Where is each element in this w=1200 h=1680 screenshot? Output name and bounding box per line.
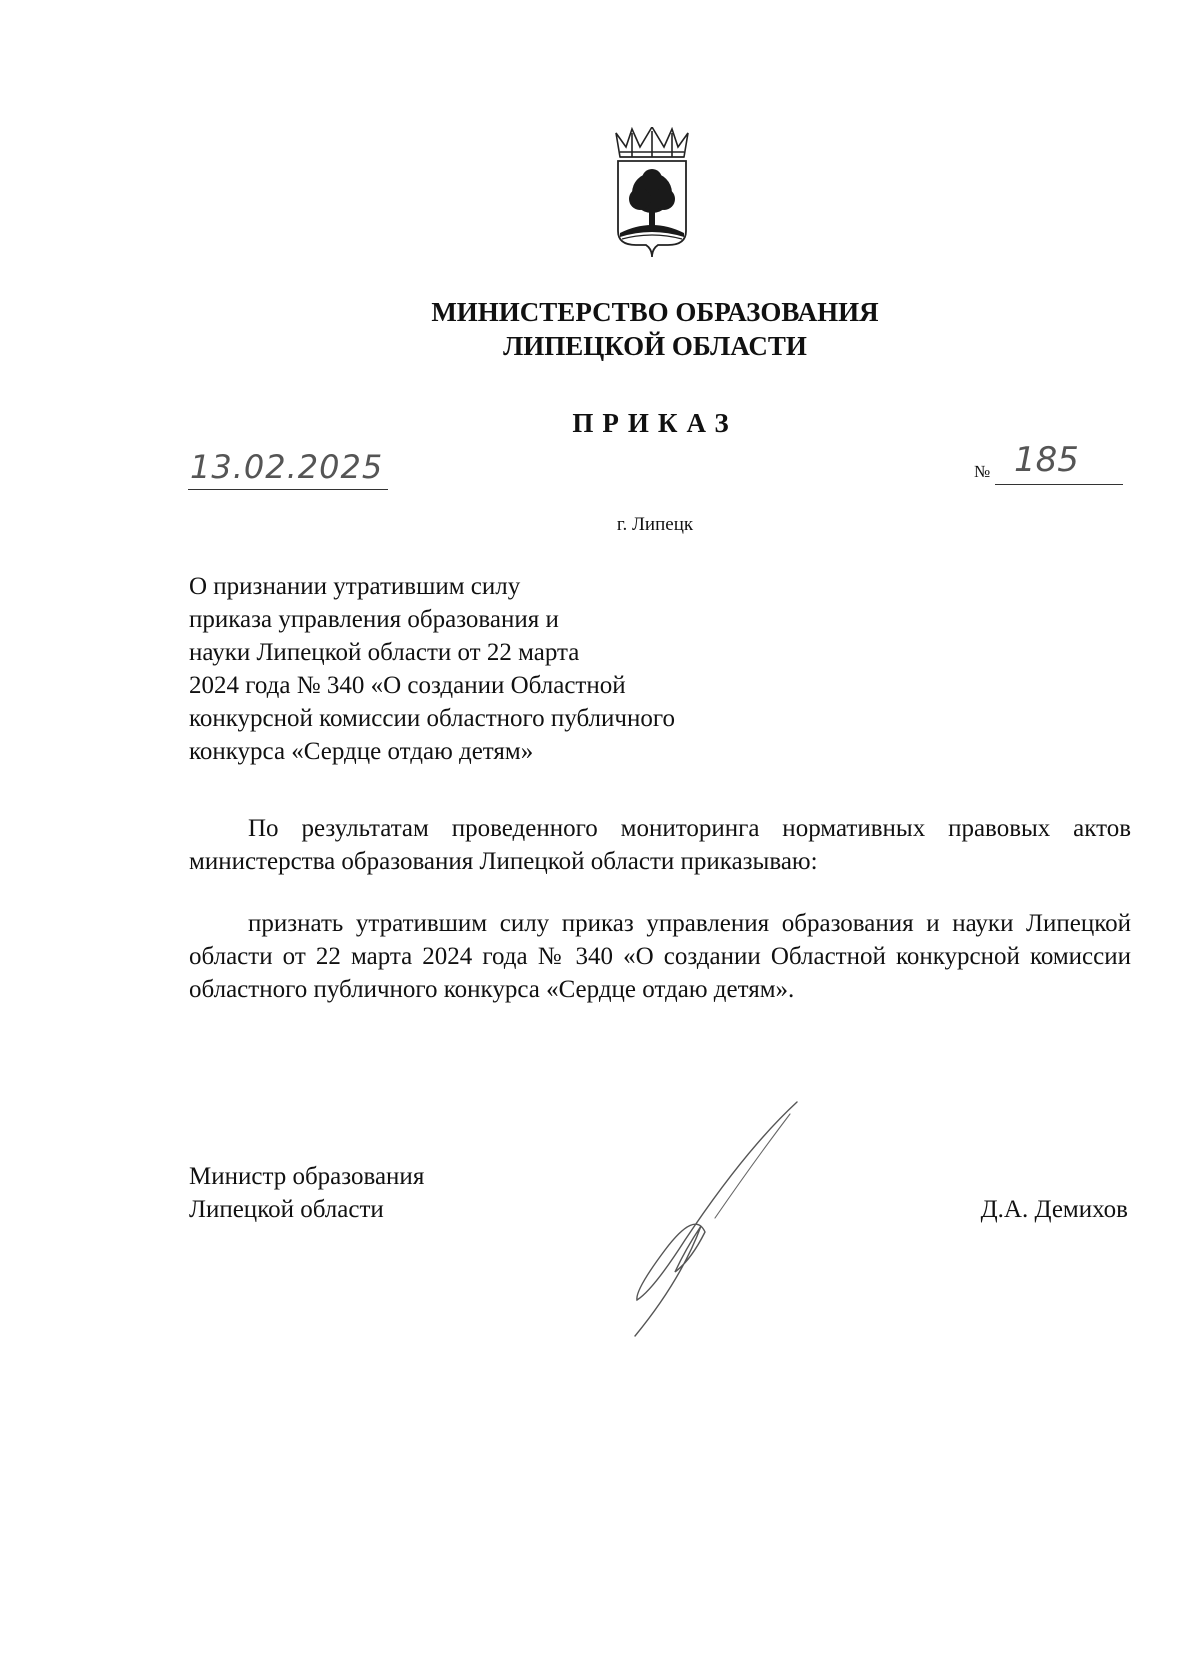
signatory-position <box>189 1160 424 1226</box>
document-type: ПРИКАЗ <box>572 408 738 438</box>
title-line: науки Липецкой области от 22 марта <box>189 639 580 666</box>
title-line: 2024 года № 340 «О создании Областной <box>189 672 626 699</box>
title-line: приказа управления образования и <box>189 606 559 633</box>
number-sign: № <box>974 462 991 481</box>
title-line: конкурса «Сердце отдаю детям» <box>189 738 534 765</box>
number-underline <box>995 484 1123 485</box>
signatory-position-line1: Министр образования <box>189 1163 425 1190</box>
document-title <box>189 570 675 768</box>
ministry-name-line2: ЛИПЕЦКОЙ ОБЛАСТИ <box>503 331 807 361</box>
body-paragraph-2: признать утратившим силу приказ управления образования и науки Липецкой области от 22 марта 2024 года № 340 «О создании Областной конкурсной комиссии областного публичного конкурса «Сердце отдаю детям». <box>189 910 1131 1003</box>
handwritten-signature-icon <box>625 1100 805 1340</box>
document-date: 13.02.2025 <box>190 448 384 486</box>
title-line: конкурсной комиссии областного публичного <box>189 705 675 732</box>
document-number: 185 <box>1014 440 1079 480</box>
date-underline <box>188 489 388 490</box>
signatory-position-line2: Липецкой области <box>189 1196 384 1223</box>
title-line: О признании утратившим силу <box>189 573 521 600</box>
coat-of-arms-icon <box>612 127 692 262</box>
body-paragraph-1: По результатам проведенного мониторинга нормативных правовых актов министерства образования Липецкой области приказываю: <box>189 815 1131 875</box>
city: г. Липецк <box>616 514 694 535</box>
ministry-name-line1: МИНИСТЕРСТВО ОБРАЗОВАНИЯ <box>431 297 879 327</box>
signatory-name: Д.А. Демихов <box>980 1196 1128 1223</box>
